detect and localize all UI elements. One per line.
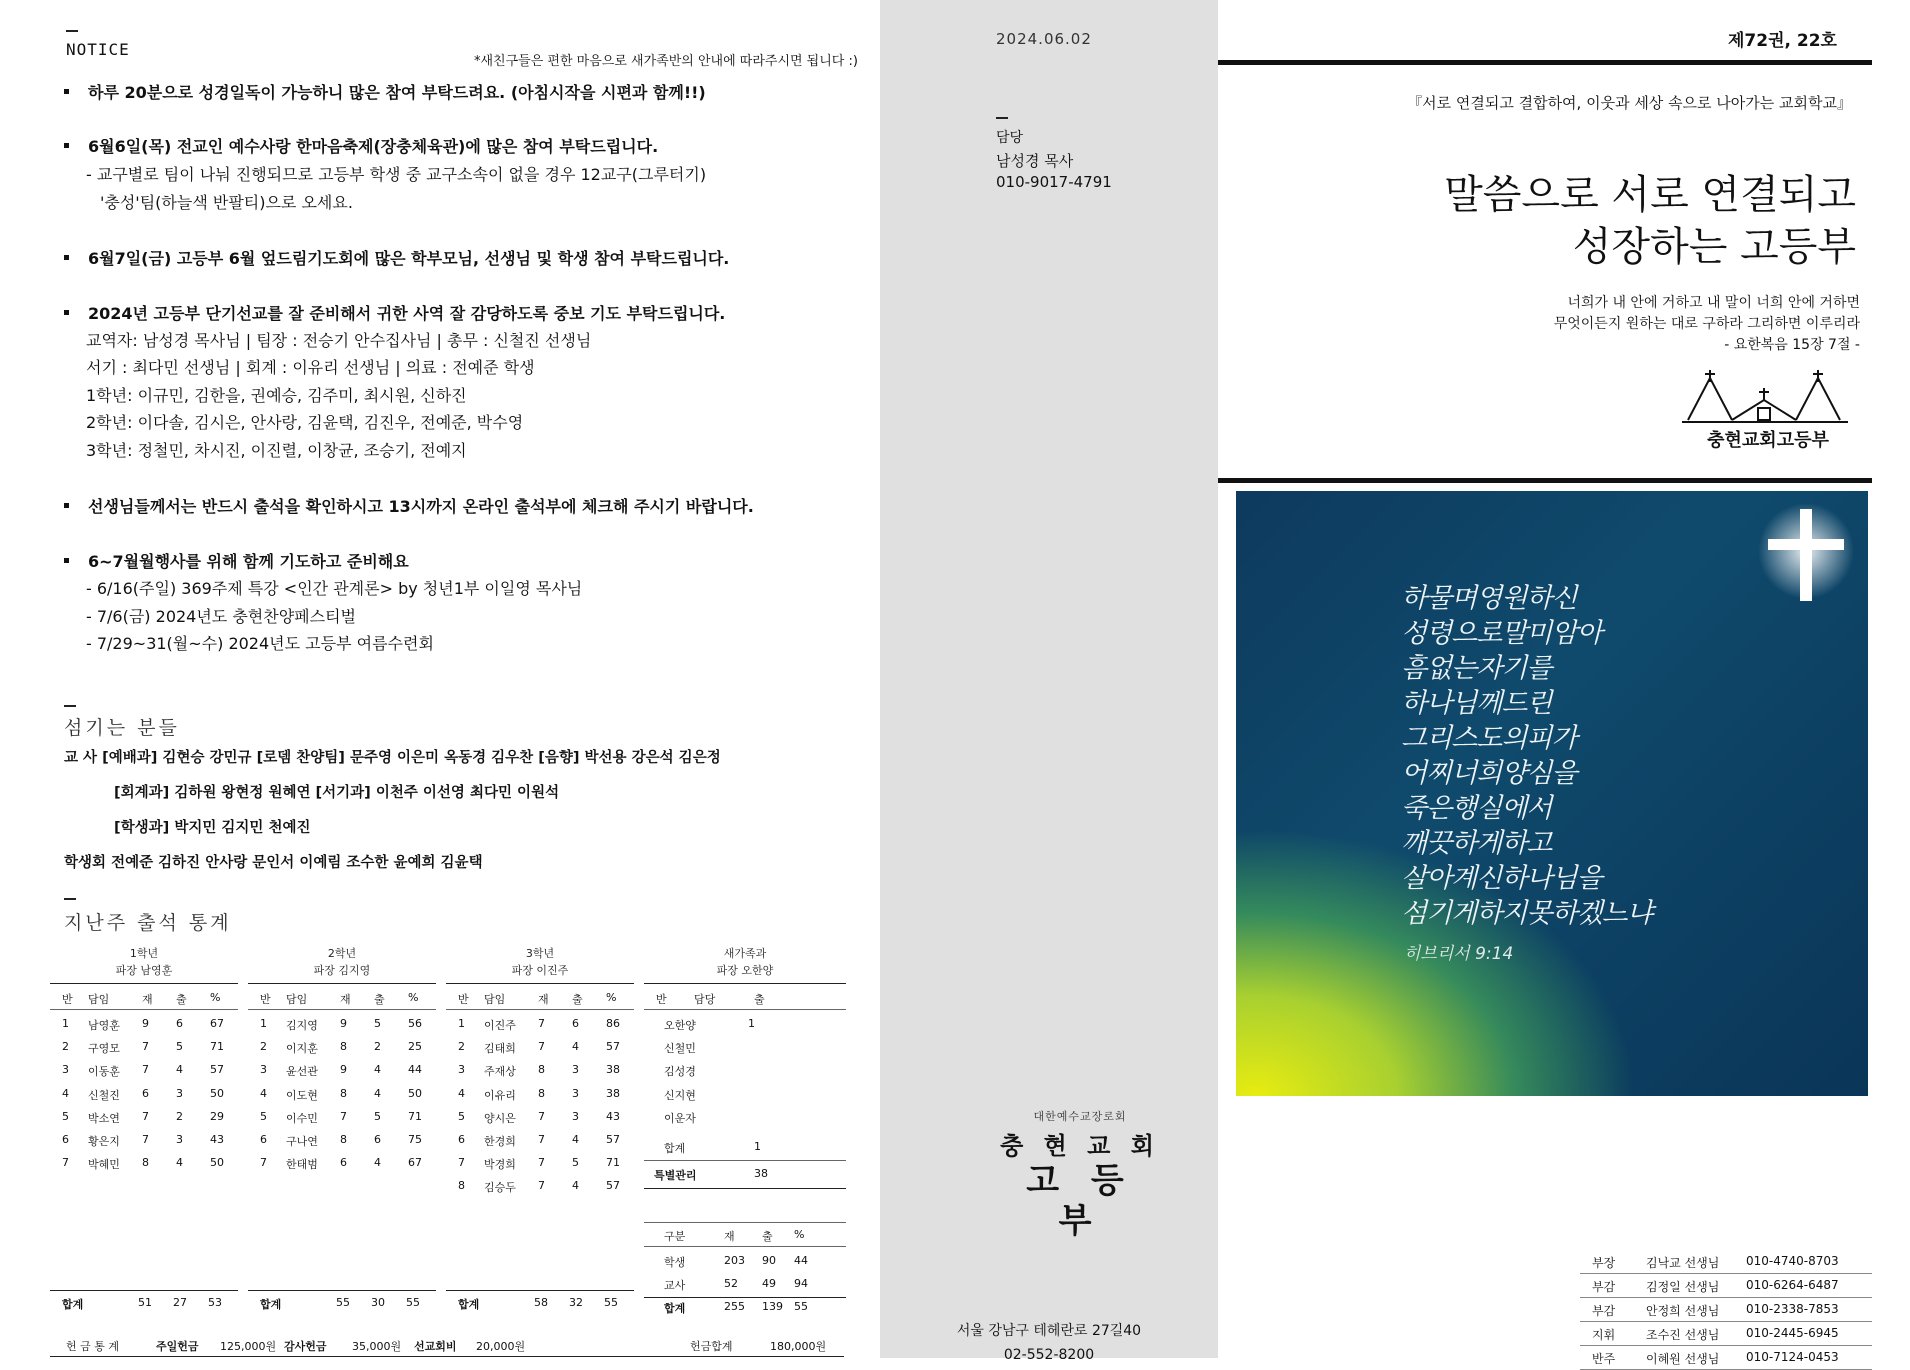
verse-image-line: 하물며영원하신 [1401,583,1577,614]
contact-role: 부장 [1592,1256,1616,1270]
table-cell: 2 [374,1040,381,1054]
table-cell: 7 [538,1109,545,1123]
total-label: 합계 [664,1142,686,1155]
table-cell: 4 [374,1086,381,1100]
column-header: 담임 [88,993,110,1006]
verse-image-reference: 히브리서 9:14 [1404,944,1514,964]
table-cell: 71 [408,1109,422,1123]
table-cell: 44 [408,1063,422,1077]
notice-item: 선생님들께서는 반드시 출석을 확인하시고 13시까지 온라인 출석부에 체크해 주시기 바랍니다. [68,494,754,517]
dept-logo-text: 충현교회고등부 [1707,430,1829,451]
front-cover [1218,0,1910,1366]
total-cell: 32 [569,1296,583,1309]
church-address: 서울 강남구 테헤란로 27길40 [956,1323,1142,1339]
table-cell: 1 [458,1017,465,1030]
column-header: 출 [754,993,765,1006]
table-rule [644,1222,846,1223]
table-cell: 3 [572,1063,579,1077]
table-cell: 50 [408,1086,422,1100]
contact-row [1580,1298,1872,1322]
newcomer-note: *새친구들은 편한 마음으로 새가족반의 안내에 따라주시면 됩니다 :) [474,54,858,69]
church-logo [1000,1108,1160,1241]
servers-line: 학생회 전예준 김하진 안사랑 문인서 이예림 조수한 윤예희 김윤택 [64,855,483,871]
volume-number: 제72권, 22호 [1728,31,1837,51]
table-cell: 4 [176,1156,183,1170]
bottom-rule [1218,478,1872,483]
offering-total-label: 헌금합계 [690,1340,733,1353]
contact-role: 반주 [1592,1352,1616,1366]
bulletin-date: 2024.06.02 [996,30,1092,48]
table-cell: 박혜민 [88,1158,120,1172]
verse-reference: - 요한복음 15장 7절 - [1724,337,1860,353]
notice-item: 6월7일(금) 고등부 6월 엎드림기도회에 많은 학부모님, 선생님 및 학생 참여 부탁드립니다. [68,246,729,269]
table-rule [644,1297,846,1298]
table-cell: 7 [538,1133,545,1146]
dept-logo [1678,368,1858,458]
table-cell: 8 [340,1040,347,1054]
contact-row [1580,1250,1872,1274]
table-cell: 50 [210,1156,224,1170]
offering-rule [50,1356,844,1357]
table-cell: 양시은 [484,1111,516,1125]
table-cell: 구영모 [88,1042,120,1056]
table-cell: 56 [408,1017,422,1030]
column-header: 반 [62,993,73,1006]
table-cell: 7 [538,1017,545,1030]
attendance-title: 지난주 출석 통계 [64,912,232,934]
summary-header: % [794,1228,805,1241]
table-rule [644,1246,846,1247]
table-cell: 5 [260,1109,267,1123]
notice-item: 6월6일(목) 전교인 예수사랑 한마음축제(장충체육관)에 많은 참여 부탁드립니다. [68,134,658,157]
table-cell: 6 [142,1086,149,1100]
group-leader: 파장 오한양 [716,964,774,977]
table-rule [50,983,238,984]
notice-item: 하루 20분으로 성경일독이 가능하니 많은 참여 부탁드려요. (아침시작을 시편과 함께!!) [68,80,706,103]
contact-row [1580,1346,1872,1370]
pastor-name: 남성경 목사 [996,152,1074,170]
table-rule [50,1009,238,1010]
table-cell: 9 [340,1063,347,1077]
table-cell: 3 [458,1063,465,1077]
total-value: 1 [754,1140,761,1153]
table-cell: 75 [408,1133,422,1146]
table-cell: 1 [62,1017,69,1030]
total-rule [248,1290,436,1291]
table-cell: 71 [606,1156,620,1170]
total-rule [446,1290,634,1291]
summary-cell: 90 [762,1254,776,1267]
table-cell: 윤선관 [286,1065,318,1079]
contact-role: 부감 [1592,1280,1616,1294]
total-rule [50,1290,238,1291]
attendance-group [50,945,238,1365]
table-cell: 9 [142,1017,149,1030]
table-cell: 2 [62,1040,69,1054]
column-header: 출 [176,993,187,1006]
table-cell: 4 [374,1156,381,1170]
table-cell: 3 [260,1063,267,1077]
table-rule [644,1009,846,1010]
notice-sub: '충성'팀(하늘색 반팔티)으로 오세요. [100,193,353,212]
table-cell: 57 [606,1179,620,1193]
attendance-group [446,945,634,1365]
table-cell: 6 [458,1133,465,1146]
contact-name: 조수진 선생님 [1646,1328,1720,1342]
notice-title: NOTICE [66,40,130,59]
servers-line: 교 사 [예배과] 김현승 강민규 [로뎀 찬양팀] 문주영 이은미 옥동경 김우찬 [음향] 박선용 강은석 김은정 [64,750,721,766]
contact-name: 이혜원 선생님 [1646,1352,1720,1366]
table-cell: 7 [538,1179,545,1193]
section-marker [64,705,76,707]
section-marker [996,117,1008,119]
total-cell: 55 [336,1296,350,1309]
contact-phone: 010-7124-0453 [1746,1350,1839,1364]
verse-image-text [1401,581,1652,931]
table-cell: 2 [176,1109,183,1123]
table-rule [644,983,846,984]
table-cell: 김태희 [484,1042,516,1056]
table-cell: 50 [210,1086,224,1100]
table-cell: 황은지 [88,1135,120,1148]
table-cell: 7 [340,1109,347,1123]
back-cover-panel [880,0,1218,1363]
top-rule [1218,60,1872,65]
table-cell: 5 [176,1040,183,1054]
table-rule [644,1188,846,1189]
table-cell: 3 [176,1086,183,1100]
summary-cell: 203 [724,1254,745,1267]
group-grade: 새가족과 [723,947,767,960]
servers-line: [학생과] 박지민 김지민 천예진 [114,820,311,836]
table-cell: 3 [176,1133,183,1146]
table-rule [248,1009,436,1010]
table-cell: 7 [142,1109,149,1123]
attendance-group [248,945,436,1365]
notice-sub: 2학년: 이다솔, 김시은, 안사랑, 김윤택, 김진우, 전예준, 박수영 [86,413,524,432]
table-cell: 67 [210,1017,224,1030]
total-cell: 58 [534,1296,548,1309]
notice-sub: - 6/16(주일) 369주제 특강 <인간 관계론> by 청년1부 이일영 목사님 [86,579,583,598]
notice-sub: 교역자: 남성경 목사님 | 팀장 : 전승기 안수집사님 | 총무 : 신철진 선생님 [86,331,592,350]
table-cell: 3 [62,1063,69,1077]
table-cell: 4 [572,1040,579,1054]
summary-cell: 139 [762,1300,783,1313]
section-marker [66,30,78,32]
contact-row [1580,1322,1872,1346]
table-cell: 이도현 [286,1088,318,1102]
summary-cell: 44 [794,1254,808,1267]
table-cell: 이동훈 [88,1065,120,1079]
table-cell: 이지훈 [286,1042,318,1056]
column-header: 출 [374,993,385,1006]
verse-line-1: 너희가 내 안에 거하고 내 말이 너희 안에 거하면 [1567,295,1860,311]
table-cell: 4 [458,1086,465,1100]
staff-label: 담당 [996,130,1024,146]
total-cell: 합계 [62,1298,84,1311]
table-cell: 2 [260,1040,267,1054]
table-cell: 7 [538,1156,545,1170]
verse-image-line: 어찌너희양심을 [1401,758,1577,789]
offering-total-value: 180,000원 [770,1340,827,1353]
summary-cell: 합계 [664,1302,686,1315]
table-cell: 43 [210,1133,224,1146]
column-header: 반 [458,993,469,1006]
notice-sub: - 7/6(금) 2024년도 충현찬양페스티벌 [86,607,357,626]
table-cell: 이운자 [664,1111,696,1125]
column-header: 출 [572,993,583,1006]
contact-name: 김낙교 선생님 [1646,1256,1720,1270]
table-cell: 6 [374,1133,381,1146]
special-label: 특별관리 [654,1169,697,1182]
notice-sub: 1학년: 이규민, 김한을, 권예승, 김주미, 최시원, 신하진 [86,386,467,405]
table-cell: 8 [142,1156,149,1170]
table-cell: 5 [572,1156,579,1170]
church-tel: 02-552-8200 [1003,1347,1095,1363]
table-rule [644,1160,846,1161]
total-cell: 53 [208,1296,222,1309]
table-cell: 한경희 [484,1135,516,1148]
logo-church: 충 현 교 회 [1000,1132,1160,1160]
column-header: 반 [260,993,271,1006]
table-cell: 김승두 [484,1181,516,1195]
column-header: 담임 [286,993,308,1006]
table-cell: 7 [142,1040,149,1054]
verse-image [1236,491,1868,1096]
total-cell: 55 [604,1296,618,1309]
contact-name: 안정희 선생님 [1646,1304,1720,1318]
table-cell: 57 [606,1133,620,1146]
table-cell: 7 [62,1156,69,1170]
table-cell: 1 [748,1017,755,1030]
table-cell: 한태범 [286,1158,318,1172]
teacher-contacts [1580,1250,1872,1370]
column-header: 담임 [484,993,506,1006]
table-cell: 오한양 [664,1019,696,1032]
table-cell: 43 [606,1109,620,1123]
column-header: % [210,991,221,1004]
offering-item: 감사헌금 [284,1340,327,1353]
verse-image-line: 깨끗하게하고 [1401,828,1552,859]
table-rule [248,983,436,984]
column-header: % [408,991,419,1004]
notice-sub: - 7/29~31(월~수) 2024년도 고등부 여름수련회 [86,634,434,653]
table-cell: 1 [260,1017,267,1030]
notice-page [0,0,880,1358]
logo-denomination: 대한예수교장로회 [1033,1110,1127,1123]
table-cell: 6 [572,1017,579,1030]
group-grade: 2학년 [327,947,357,960]
offering-label: 헌 금 통 계 [66,1340,119,1353]
table-cell: 신철민 [664,1042,696,1056]
total-cell: 합계 [260,1298,282,1311]
offering-item: 125,000원 [220,1340,277,1353]
table-rule [446,983,634,984]
table-cell: 4 [176,1063,183,1077]
notice-sub: 서기 : 최다민 선생님 | 회계 : 이유리 선생님 | 의료 : 전예준 학생 [86,358,535,377]
table-cell: 38 [606,1063,620,1077]
cover-motto: 『서로 연결되고 결합하여, 이웃과 세상 속으로 나아가는 교회학교』 [1407,94,1852,112]
table-cell: 4 [572,1179,579,1193]
table-cell: 7 [142,1133,149,1146]
group-leader: 파장 이진주 [511,964,569,977]
table-cell: 신지현 [664,1088,696,1102]
table-cell: 주재상 [484,1065,516,1079]
table-cell: 8 [538,1086,545,1100]
column-header: 담당 [694,993,716,1006]
table-cell: 6 [340,1156,347,1170]
table-cell: 8 [538,1063,545,1077]
summary-header: 출 [762,1230,773,1243]
column-header: % [606,991,617,1004]
cover-headline-1: 말씀으로 서로 연결되고 [1444,172,1856,218]
cover-headline-2: 성장하는 고등부 [1572,224,1856,270]
summary-header: 재 [724,1230,735,1243]
table-cell: 이진주 [484,1019,516,1032]
table-cell: 3 [572,1109,579,1123]
table-cell: 86 [606,1017,620,1030]
table-cell: 남영훈 [88,1019,120,1032]
summary-header: 구분 [664,1230,686,1243]
table-cell: 4 [62,1086,69,1100]
table-cell: 25 [408,1040,422,1054]
summary-cell: 52 [724,1277,738,1290]
section-marker [64,898,76,900]
table-cell: 5 [374,1109,381,1123]
table-cell: 6 [260,1133,267,1146]
group-leader: 파장 김지영 [313,964,371,977]
table-cell: 5 [374,1017,381,1030]
contact-name: 김정일 선생님 [1646,1280,1720,1294]
table-cell: 57 [210,1063,224,1077]
summary-cell: 94 [794,1277,808,1290]
table-cell: 김지영 [286,1019,318,1032]
summary-cell: 55 [794,1300,808,1313]
group-grade: 3학년 [525,947,555,960]
table-cell: 38 [606,1086,620,1100]
verse-line-2: 무엇이든지 원하는 대로 구하라 그리하면 이루리라 [1553,316,1860,332]
summary-cell: 255 [724,1300,745,1313]
contact-phone: 010-2445-6945 [1746,1326,1839,1340]
table-cell: 7 [538,1040,545,1054]
verse-image-line: 하나님께드린 [1401,688,1552,719]
table-cell: 5 [62,1109,69,1123]
summary-cell: 교사 [664,1279,686,1292]
table-cell: 67 [408,1156,422,1170]
verse-image-line: 섬기게하지못하겠느냐 [1401,898,1652,929]
servers-line: [회계과] 김하원 왕현정 원혜연 [서기과] 이천주 이선영 최다민 이원석 [114,785,560,801]
table-cell: 신철진 [88,1088,120,1102]
total-cell: 합계 [458,1298,480,1311]
table-cell: 이수민 [286,1111,318,1125]
total-cell: 27 [173,1296,187,1309]
verse-image-line: 성령으로말미암아 [1401,618,1602,649]
total-cell: 51 [138,1296,152,1309]
table-cell: 김성경 [664,1065,696,1079]
column-header: 재 [142,993,153,1006]
table-cell: 7 [260,1156,267,1170]
servers-title: 섬기는 분들 [64,717,180,739]
pastor-phone: 010-9017-4791 [996,173,1112,191]
cross-icon [1756,501,1866,611]
column-header: 재 [538,993,549,1006]
table-cell: 이유리 [484,1088,516,1102]
table-cell: 4 [374,1063,381,1077]
verse-image-line: 그리스도의피가 [1401,723,1577,754]
notice-item: 2024년 고등부 단기선교를 잘 준비해서 귀한 사역 잘 감당하도록 중보 기도 부탁드립니다. [68,301,725,324]
table-cell: 6 [62,1133,69,1146]
group-leader: 파장 남영훈 [115,964,173,977]
table-cell: 71 [210,1040,224,1054]
contact-role: 지휘 [1592,1328,1616,1342]
table-cell: 4 [572,1133,579,1146]
table-cell: 박소연 [88,1111,120,1125]
table-cell: 4 [260,1086,267,1100]
table-rule [446,1009,634,1010]
contact-role: 부감 [1592,1304,1616,1318]
logo-dept: 고 등 부 [1026,1161,1134,1241]
table-cell: 8 [340,1086,347,1100]
offering-item: 선교회비 [414,1340,457,1353]
table-cell: 박경희 [484,1158,516,1172]
verse-image-line: 죽은행실에서 [1401,793,1552,824]
table-cell: 7 [458,1156,465,1170]
column-header: 재 [340,993,351,1006]
column-header: 반 [656,993,667,1006]
table-cell: 57 [606,1040,620,1054]
contact-phone: 010-2338-7853 [1746,1302,1839,1316]
total-cell: 30 [371,1296,385,1309]
table-cell: 구나연 [286,1135,318,1148]
verse-image-line: 흠없는자기를 [1401,653,1552,684]
table-cell: 2 [458,1040,465,1054]
contact-phone: 010-6264-6487 [1746,1278,1839,1292]
contact-row [1580,1274,1872,1298]
table-cell: 3 [572,1086,579,1100]
total-cell: 55 [406,1296,420,1309]
summary-cell: 49 [762,1277,776,1290]
table-cell: 7 [142,1063,149,1077]
table-cell: 29 [210,1109,224,1123]
contact-phone: 010-4740-8703 [1746,1254,1839,1268]
notice-sub: - 교구별로 팀이 나눠 진행되므로 고등부 학생 중 교구소속이 없을 경우 12교구(그루터기) [86,165,707,184]
table-cell: 8 [340,1133,347,1146]
special-value: 38 [754,1167,768,1180]
notice-item: 6~7월월행사를 위해 함께 기도하고 준비해요 [68,549,409,572]
notice-sub: 3학년: 정철민, 차시진, 이진렬, 이창균, 조승기, 전예지 [86,441,467,460]
table-cell: 5 [458,1109,465,1123]
summary-cell: 학생 [664,1256,686,1269]
offering-item: 주일헌금 [156,1340,199,1353]
table-cell: 8 [458,1179,465,1193]
verse-image-line: 살아계신하나님을 [1401,863,1602,894]
offering-item: 35,000원 [352,1340,402,1353]
table-cell: 9 [340,1017,347,1030]
offering-item: 20,000원 [476,1340,526,1353]
table-cell: 6 [176,1017,183,1030]
attendance-group [644,945,846,1365]
group-grade: 1학년 [129,947,159,960]
